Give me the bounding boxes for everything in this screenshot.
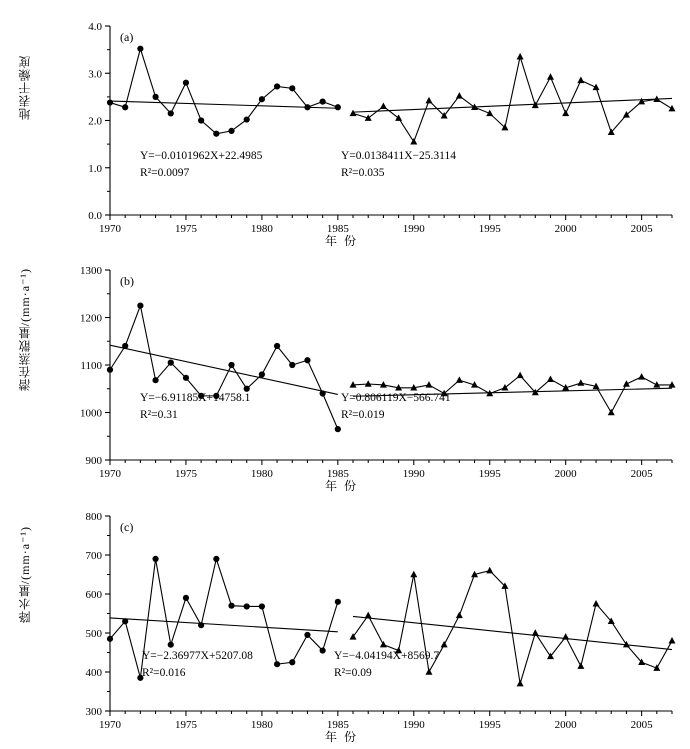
- y-tick-label: 2.0: [88, 115, 102, 128]
- y-tick-label: 1000: [80, 407, 102, 420]
- y-tick-label: 4.0: [88, 21, 102, 33]
- panel-b-plot: [0, 250, 690, 493]
- data-point-marker: [335, 104, 341, 110]
- panel-a-eq-left-line2: R²=0.0097: [140, 166, 190, 179]
- data-point-marker: [259, 371, 265, 377]
- data-point-marker: [304, 357, 310, 363]
- data-point-marker: [304, 632, 310, 638]
- data-point-marker: [274, 343, 280, 349]
- data-point-marker: [441, 641, 448, 648]
- y-tick-label: 600: [85, 589, 102, 601]
- y-tick-label: 700: [85, 550, 102, 562]
- data-point-marker: [517, 53, 524, 60]
- data-point-marker: [168, 360, 174, 366]
- x-tick-label: 2005: [630, 719, 653, 731]
- data-point-marker: [289, 85, 295, 91]
- data-point-marker: [320, 99, 326, 105]
- data-point-marker: [593, 600, 600, 607]
- y-tick-label: 500: [85, 628, 102, 640]
- panel-a-plot: [0, 0, 690, 243]
- x-tick-label: 1970: [99, 223, 121, 235]
- data-point-marker: [228, 128, 234, 134]
- x-tick-label: 1990: [402, 468, 425, 480]
- panel-a-equation-right: [341, 148, 456, 181]
- panel-c-plot: [0, 498, 690, 741]
- panel-a-eq-right-line1: Y=0.0138411X−25.3114: [341, 150, 456, 162]
- panel-b-eq-right-line2: R²=0.019: [341, 408, 385, 421]
- panel-c-eq-right-line2: R²=0.09: [334, 666, 372, 679]
- y-tick-label: 1100: [80, 360, 102, 372]
- data-point-marker: [107, 367, 113, 373]
- data-point-marker: [425, 381, 432, 388]
- trend-line: [110, 618, 338, 632]
- chart-panel-b: [0, 250, 690, 498]
- x-tick-label: 1990: [402, 719, 425, 731]
- y-tick-label: 1.0: [88, 162, 102, 175]
- data-point-marker: [152, 556, 158, 562]
- data-point-marker: [274, 661, 280, 667]
- x-tick-label: 1995: [478, 719, 501, 731]
- panel-c-eq-left-line2: R²=0.016: [142, 666, 186, 679]
- data-point-marker: [577, 379, 584, 386]
- data-point-marker: [547, 375, 554, 382]
- x-tick-label: 1995: [478, 223, 501, 235]
- data-point-marker: [320, 647, 326, 653]
- data-point-marker: [562, 110, 569, 117]
- x-tick-label: 2000: [554, 719, 577, 731]
- data-point-marker: [547, 73, 554, 80]
- data-point-marker: [395, 114, 402, 121]
- data-point-marker: [425, 97, 432, 104]
- data-point-marker: [228, 362, 234, 368]
- data-point-marker: [198, 117, 204, 123]
- panel-b-eq-left-line2: R²=0.31: [140, 408, 178, 421]
- y-tick-label: 1200: [80, 312, 102, 325]
- panel-c-x-axis-label: 年 份: [325, 730, 359, 744]
- x-tick-label: 2005: [630, 468, 653, 480]
- x-tick-label: 1990: [402, 223, 425, 235]
- data-point-marker: [168, 110, 174, 116]
- x-tick-label: 1975: [174, 468, 197, 480]
- data-point-marker: [335, 426, 341, 432]
- data-point-marker: [486, 567, 493, 574]
- data-point-marker: [501, 384, 508, 391]
- panel-c-equation-left: [142, 648, 253, 681]
- data-point-marker: [350, 110, 357, 117]
- panel-a-y-axis-label: 地表干燥度: [18, 55, 32, 120]
- data-point-marker: [669, 105, 676, 112]
- data-point-marker: [183, 80, 189, 86]
- x-tick-label: 1975: [174, 223, 197, 235]
- data-point-marker: [213, 131, 219, 137]
- data-point-marker: [623, 380, 630, 387]
- data-point-marker: [228, 603, 234, 609]
- data-point-marker: [577, 662, 584, 669]
- panel-a-eq-left-line1: Y=−0.0101962X+22.4985: [140, 150, 263, 162]
- x-tick-label: 1985: [326, 223, 349, 235]
- y-tick-label: 800: [85, 511, 102, 523]
- panel-a-eq-right-line2: R²=0.035: [341, 166, 385, 179]
- data-point-marker: [410, 571, 417, 578]
- data-point-marker: [213, 556, 219, 562]
- panel-b-y-axis-label: 潜在蒸散量/(mm·a⁻¹): [18, 268, 32, 392]
- x-tick-label: 1985: [326, 468, 349, 480]
- data-point-marker: [244, 603, 250, 609]
- trend-line: [110, 345, 338, 394]
- panel-c-eq-left-line1: Y=−2.36977X+5207.08: [142, 650, 253, 662]
- data-point-marker: [456, 376, 463, 383]
- panel-b-eq-left-line1: Y=−6.91185X+14758.1: [140, 392, 251, 404]
- data-point-marker: [259, 96, 265, 102]
- x-tick-label: 1970: [99, 468, 121, 480]
- data-point-marker: [456, 92, 463, 99]
- data-point-marker: [168, 642, 174, 648]
- trend-line: [353, 616, 672, 649]
- trend-line: [353, 98, 672, 112]
- x-tick-label: 1975: [174, 719, 197, 731]
- data-point-marker: [274, 83, 280, 89]
- panel-b-x-axis-label: 年 份: [325, 479, 359, 493]
- data-point-marker: [183, 595, 189, 601]
- data-point-marker: [456, 612, 463, 619]
- panel-b-equation-left: [140, 390, 250, 423]
- data-point-marker: [365, 612, 372, 619]
- data-point-marker: [593, 84, 600, 91]
- x-tick-label: 1985: [326, 719, 349, 731]
- panel-c-y-axis-label: 降水量/(mm·a⁻¹): [18, 526, 32, 624]
- panel-a-x-axis-label: 年 份: [325, 234, 359, 248]
- data-point-marker: [107, 99, 113, 105]
- x-tick-label: 2000: [554, 468, 577, 480]
- y-tick-label: 300: [85, 706, 102, 718]
- series-line: [353, 57, 672, 142]
- panel-a-equation-left: [140, 148, 262, 181]
- data-point-marker: [137, 303, 143, 309]
- series-line: [110, 49, 338, 134]
- data-point-marker: [335, 599, 341, 605]
- data-point-marker: [259, 603, 265, 609]
- x-tick-label: 2005: [630, 223, 653, 235]
- data-point-marker: [608, 409, 615, 416]
- y-tick-label: 0.0: [88, 210, 102, 222]
- data-point-marker: [152, 94, 158, 100]
- x-tick-label: 1980: [250, 223, 273, 235]
- panel-c-equation-right: [334, 648, 439, 681]
- data-point-marker: [122, 104, 128, 110]
- panel-b-equation-right: [341, 390, 451, 423]
- data-point-marker: [669, 637, 676, 644]
- data-point-marker: [244, 116, 250, 122]
- panel-c-tag: (c): [120, 520, 134, 534]
- x-tick-label: 2000: [554, 223, 577, 235]
- data-point-marker: [137, 46, 143, 52]
- data-point-marker: [183, 375, 189, 381]
- y-tick-label: 900: [85, 455, 102, 467]
- chart-panel-a: [0, 0, 690, 250]
- data-point-marker: [380, 641, 387, 648]
- data-point-marker: [577, 77, 584, 84]
- panel-b-tag: (b): [120, 274, 134, 288]
- panel-c-eq-right-line1: Y=−4.04194X+8569.7: [334, 650, 440, 662]
- y-tick-label: 1300: [80, 265, 102, 277]
- panel-a-tag: (a): [120, 30, 134, 44]
- panel-b-eq-right-line1: Y=0.806119X−566.741: [341, 392, 451, 404]
- y-tick-label: 400: [85, 667, 102, 679]
- data-point-marker: [289, 362, 295, 368]
- chart-panel-c: [0, 498, 690, 749]
- data-point-marker: [365, 380, 372, 387]
- data-point-marker: [152, 377, 158, 383]
- data-point-marker: [380, 103, 387, 110]
- y-tick-label: 3.0: [88, 68, 102, 81]
- x-tick-label: 1970: [99, 719, 121, 731]
- x-tick-label: 1980: [250, 468, 273, 480]
- data-point-marker: [289, 659, 295, 665]
- data-point-marker: [638, 373, 645, 380]
- data-point-marker: [107, 636, 113, 642]
- data-point-marker: [517, 372, 524, 379]
- x-tick-label: 1995: [478, 468, 501, 480]
- data-point-marker: [517, 680, 524, 687]
- x-tick-label: 1980: [250, 719, 273, 731]
